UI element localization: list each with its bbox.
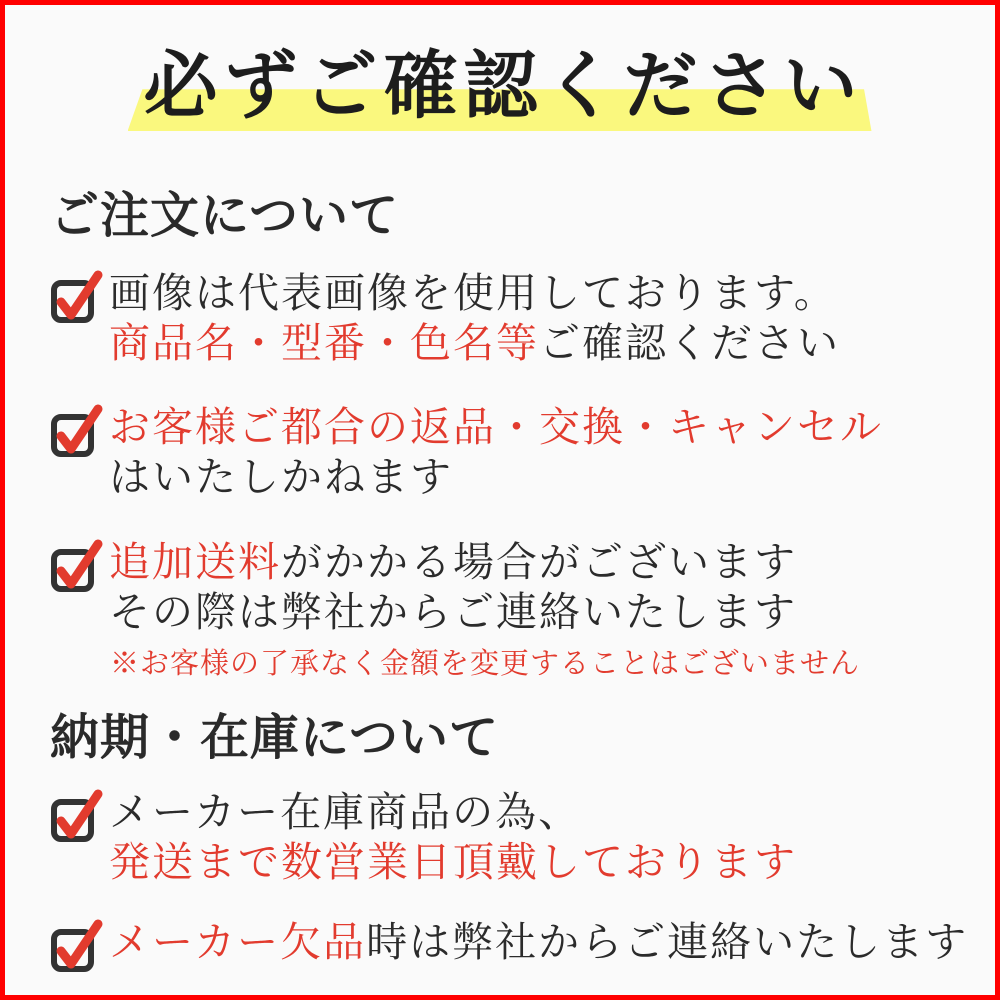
notice-item-maker-shortage xyxy=(50,917,969,972)
item-line: はいたしかねます xyxy=(109,454,453,501)
emphasized-red-text: 発送まで数営業日頂戴しております xyxy=(109,838,797,885)
item-line: メーカー在庫商品の為、 xyxy=(109,788,582,835)
item-line: 追加送料がかかる場合がございます xyxy=(109,538,797,585)
notice-item-maker-stock xyxy=(50,787,957,887)
item-line: メーカー欠品時は弊社からご連絡いたします xyxy=(109,918,969,965)
item-line: 商品名・型番・色名等ご確認ください xyxy=(109,320,840,367)
item-line: 画像は代表画像を使用しております。 xyxy=(109,270,837,317)
item-text xyxy=(109,268,840,368)
item-text xyxy=(109,917,968,967)
item-line xyxy=(109,402,883,452)
checkbox-checked-icon xyxy=(50,790,102,842)
page-title-text: 必ずご確認ください xyxy=(143,46,864,128)
emphasized-red-text: お客様ご都合の返品・交換・キャンセル xyxy=(109,404,883,451)
item-text xyxy=(109,787,797,887)
notice-item-extra-shipping xyxy=(50,537,957,637)
page-title xyxy=(144,39,864,135)
title-block xyxy=(50,39,957,135)
notice-item-representative-image xyxy=(50,268,957,368)
item-text xyxy=(109,537,797,637)
checkbox-checked-icon xyxy=(50,271,102,323)
checkbox-checked-icon xyxy=(50,920,102,972)
notice-item-no-returns xyxy=(50,402,957,502)
emphasized-red-text: 追加送料 xyxy=(109,538,281,585)
emphasized-red-text: メーカー欠品 xyxy=(109,918,367,965)
emphasized-red-text: 商品名・型番・色名等 xyxy=(109,320,539,367)
checkbox-checked-icon xyxy=(50,405,102,457)
item-line xyxy=(109,837,797,887)
price-change-note: ※お客様の了承なく金額を変更することはございません xyxy=(110,647,861,680)
checkbox-checked-icon xyxy=(50,540,102,592)
item-text xyxy=(109,402,883,502)
section-heading-stock: 納期・在庫について xyxy=(50,710,500,766)
section-heading-order: ご注文について xyxy=(50,188,400,244)
item-line: その際は弊社からご連絡いたします xyxy=(109,588,797,635)
